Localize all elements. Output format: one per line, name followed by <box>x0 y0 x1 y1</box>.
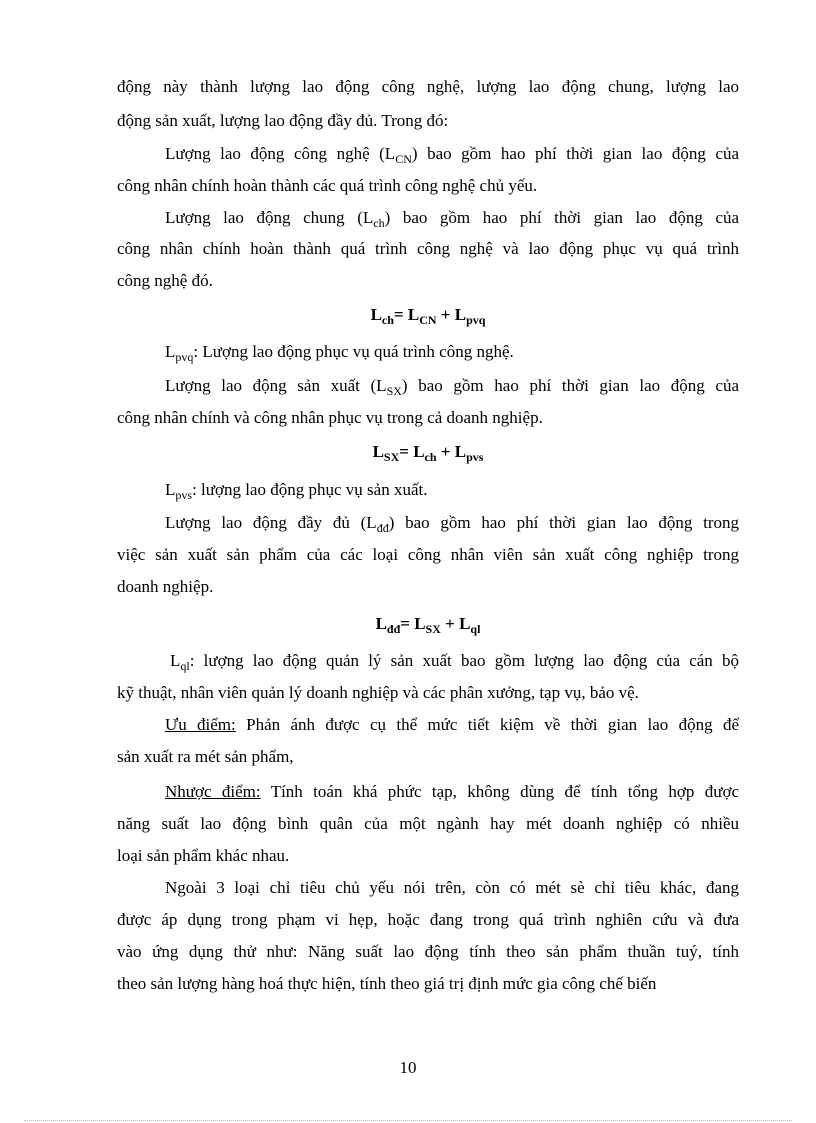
body-line: kỹ thuật, nhân viên quản lý doanh nghiệp và các phân xưởng, tạp vụ, bảo vệ. <box>117 683 639 702</box>
disadvantages-line: Nhược điểm: Tính toán khá phức tạp, không dùng để tính tổng hợp được <box>165 782 739 801</box>
page-number: 10 <box>399 1058 417 1077</box>
body-line: theo sản lượng hàng hoá thực hiện, tính theo giá trị định mức gia công chế biến <box>117 974 657 993</box>
definition-line: $L_{ql}$: lượng lao động quản lý sản xuất bao gồm lượng lao động của cán bộ <box>170 651 739 673</box>
body-line: công nhân chính hoàn thành các quá trình công nghệ chủ yếu. <box>117 176 538 195</box>
definition-line: $L_{pvs}$: lượng lao động phục vụ sản xuất. <box>165 480 428 502</box>
formula: $L_{ch}= L_{CN} + L_{pvq}$ <box>370 305 486 327</box>
body-line: công nhân chính hoàn thành quá trình công nghệ và lao động phục vụ quá trình <box>117 239 739 258</box>
body-line: Lượng lao động sản xuất $(L_{SX})$ bao gồm hao phí thời gian lao động của <box>165 376 739 398</box>
body-line: được áp dụng trong phạm vi hẹp, hoặc đang trong quá trình nghiên cứu và đưa <box>117 910 739 929</box>
body-line: việc sản xuất sản phẩm của các loại công nhân viên sản xuất công nghiệp trong <box>117 545 739 564</box>
body-line: năng suất lao động bình quân của một ngành hay mét doanh nghiệp có nhiều <box>117 814 739 833</box>
body-line: Lượng lao động công nghệ $(L_{CN})$ bao gồm hao phí thời gian lao động của <box>165 144 739 166</box>
formula: $L_{đđ}= L_{SX} + L_{ql}$ <box>375 614 481 636</box>
body-line: công nghệ đó. <box>117 271 213 290</box>
body-line: loại sản phẩm khác nhau. <box>117 846 290 865</box>
body-line: động này thành lượng lao động công nghệ, lượng lao động chung, lượng lao <box>117 77 739 96</box>
body-line: doanh nghiệp. <box>117 577 214 596</box>
formula: $L_{SX}= L_{ch} + L_{pvs}$ <box>372 442 484 464</box>
body-line: động sản xuất, lượng lao động đầy đủ. Trong đó: <box>117 111 449 130</box>
body-line: vào ứng dụng thử như: Năng suất lao động tính theo sản phẩm thuần tuý, tính <box>117 942 739 961</box>
body-line: Lượng lao động chung $(L_{ch})$ bao gồm hao phí thời gian lao động của <box>165 208 740 230</box>
disadvantages-label: Nhược điểm: <box>165 782 261 801</box>
body-line: công nhân chính và công nhân phục vụ trong cả doanh nghiệp. <box>117 408 543 427</box>
body-line: Ngoài 3 loại chỉ tiêu chủ yếu nói trên, còn có mét sè chỉ tiêu khác, đang <box>165 878 739 897</box>
body-line: Lượng lao động đầy đủ $(L_{đđ})$ bao gồm hao phí thời gian lao động trong <box>165 513 739 535</box>
page-divider <box>24 1120 792 1121</box>
advantages-line: Ưu điểm: Phản ánh được cụ thể mức tiết kiệm về thời gian lao động để <box>165 715 739 734</box>
definition-line: $L_{pvq}$: Lượng lao động phục vụ quá trình công nghệ. <box>165 342 514 364</box>
body-line: sản xuất ra mét sản phẩm, <box>117 747 294 766</box>
advantages-label: Ưu điểm: <box>165 715 236 734</box>
